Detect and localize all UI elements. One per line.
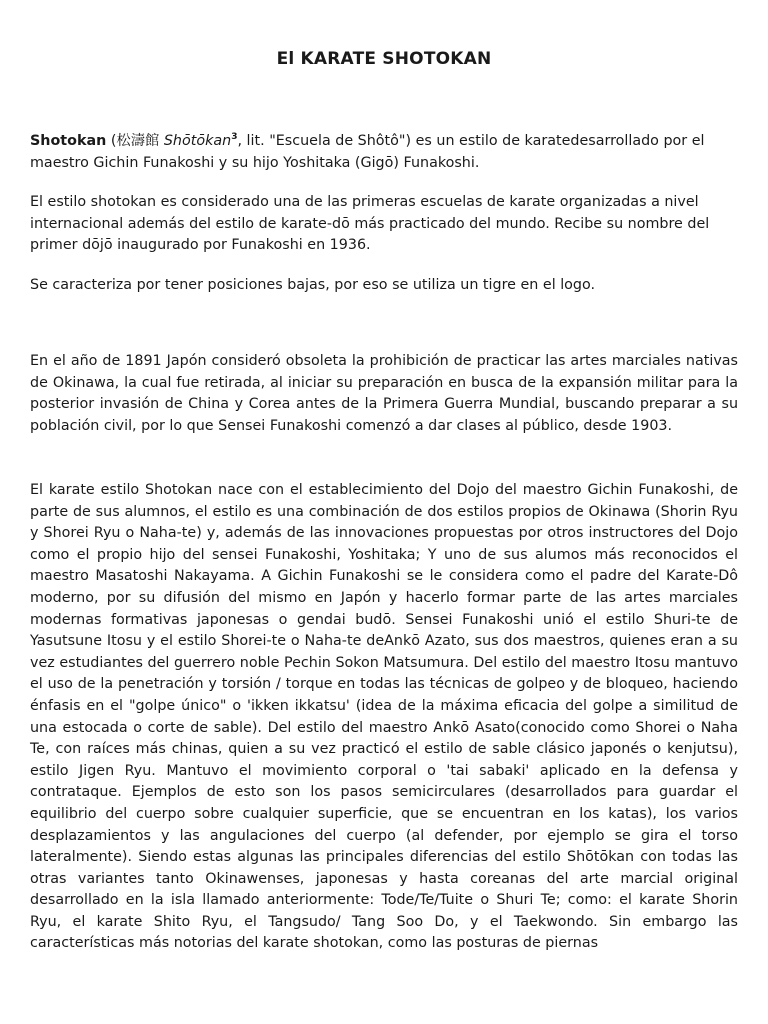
document-title: El KARATE SHOTOKAN	[276, 49, 492, 69]
intro-open-paren: (	[106, 133, 117, 149]
paragraph-style-origins: El karate estilo Shotokan nace con el establecimiento del Dojo del maestro Gichin Funakoshi, de parte de sus alumnos, el estilo es una combinación de dos estilos propios de Okinawa (Shorin Ryu y Shorei Ryu o Naha-te) y, además de las innovaciones propuestas por otros instructores del Dojo como el propio hijo del sensei Funakoshi, Yoshitaka; Y uno de sus alumos más reconocidos el maestro Masatoshi Nakayama. A Gichin Funakoshi se le considera como el padre del Karate-Dô moderno, por su difusión del mismo en Japón y hacerlo formar parte de las artes marciales modernas formativas japonesas o gendai budō. Sensei Funakoshi unió el estilo Shuri-te de Yasutsune Itosu y el estilo Shorei-te o Naha-te deAnkō Azato, sus dos maestros, quienes eran a su vez estudiantes del guerrero noble Pechin Sokon Matsumura. Del estilo del maestro Itosu mantuvo el uso de la penetración y torsión / torque en todas las técnicas de golpeo y de bloqueo, haciendo énfasis en el "golpe único" o 'ikken ikkatsu' (idea de la máxima eficacia del golpe a similitud de una estocada o corte de sable). Del estilo del maestro Ankō Asato(conocido como Shorei o Naha Te, con raíces más chinas, quien a su vez practicó el estilo de sable clásico japonés o kenjutsu), estilo Jigen Ryu. Mantuvo el movimiento corporal o 'tai sabaki' aplicado en la defensa y contrataque. Ejemplos de esto son los pasos semicirculares (desarrollados para guardar el equilibrio del cuerpo sobre cualquier superficie, que se encuentran en los katas), los varios desplazamientos y las angulaciones del cuerpo (al defender, por ejemplo se gira el torso lateralmente). Siendo estas algunas las principales diferencias del estilo Shōtōkan con todas las otras variantes tanto Okinawenses, japonesas y hasta coreanas del arte marcial original desarrollado en la isla llamado anteriormente: Tode/Te/Tuite o Shuri Te; como: el karate Shorin Ryu, el karate Shito Ryu, el Tangsudo/ Tang Soo Do, y el Taekwondo. Sin embargo las características más notorias del karate shotokan, como las posturas de piernas	[30, 482, 738, 952]
romaji-name: Shōtōkan	[163, 133, 232, 149]
paragraph-organization: El estilo shotokan es considerado una de las primeras escuelas de karate organizadas a nivel internacional además del estilo de karate-dō más practicado del mundo. Recibe su nombre del primer dōjō inaugurado por Funakoshi en 1936.	[30, 194, 710, 254]
paragraph-history-1891: En el año de 1891 Japón consideró obsoleta la prohibición de practicar las artes marciales nativas de Okinawa, la cual fue retirada, al iniciar su preparación en busca de la expansión militar para la posterior invasión de China y Corea antes de la Primera Guerra Mundial, buscando preparar a su población civil, por lo que Sensei Funakoshi comenzó a dar clases al público, desde 1903.	[30, 353, 738, 434]
term-shotokan: Shotokan	[30, 133, 107, 149]
intro-rest: , lit. "Escuela de Shôtô") es un estilo de karatedesarrollado por el maestro Gichin Funakoshi y su hijo Yoshitaka (Gigō) Funakoshi.	[30, 133, 705, 171]
intro-paragraph	[30, 131, 738, 174]
paragraph-low-stances: Se caracteriza por tener posiciones bajas, por eso se utiliza un tigre en el logo.	[30, 277, 596, 293]
footnote-marker: 3	[231, 132, 238, 143]
kanji-name: 松濤館	[116, 133, 164, 149]
